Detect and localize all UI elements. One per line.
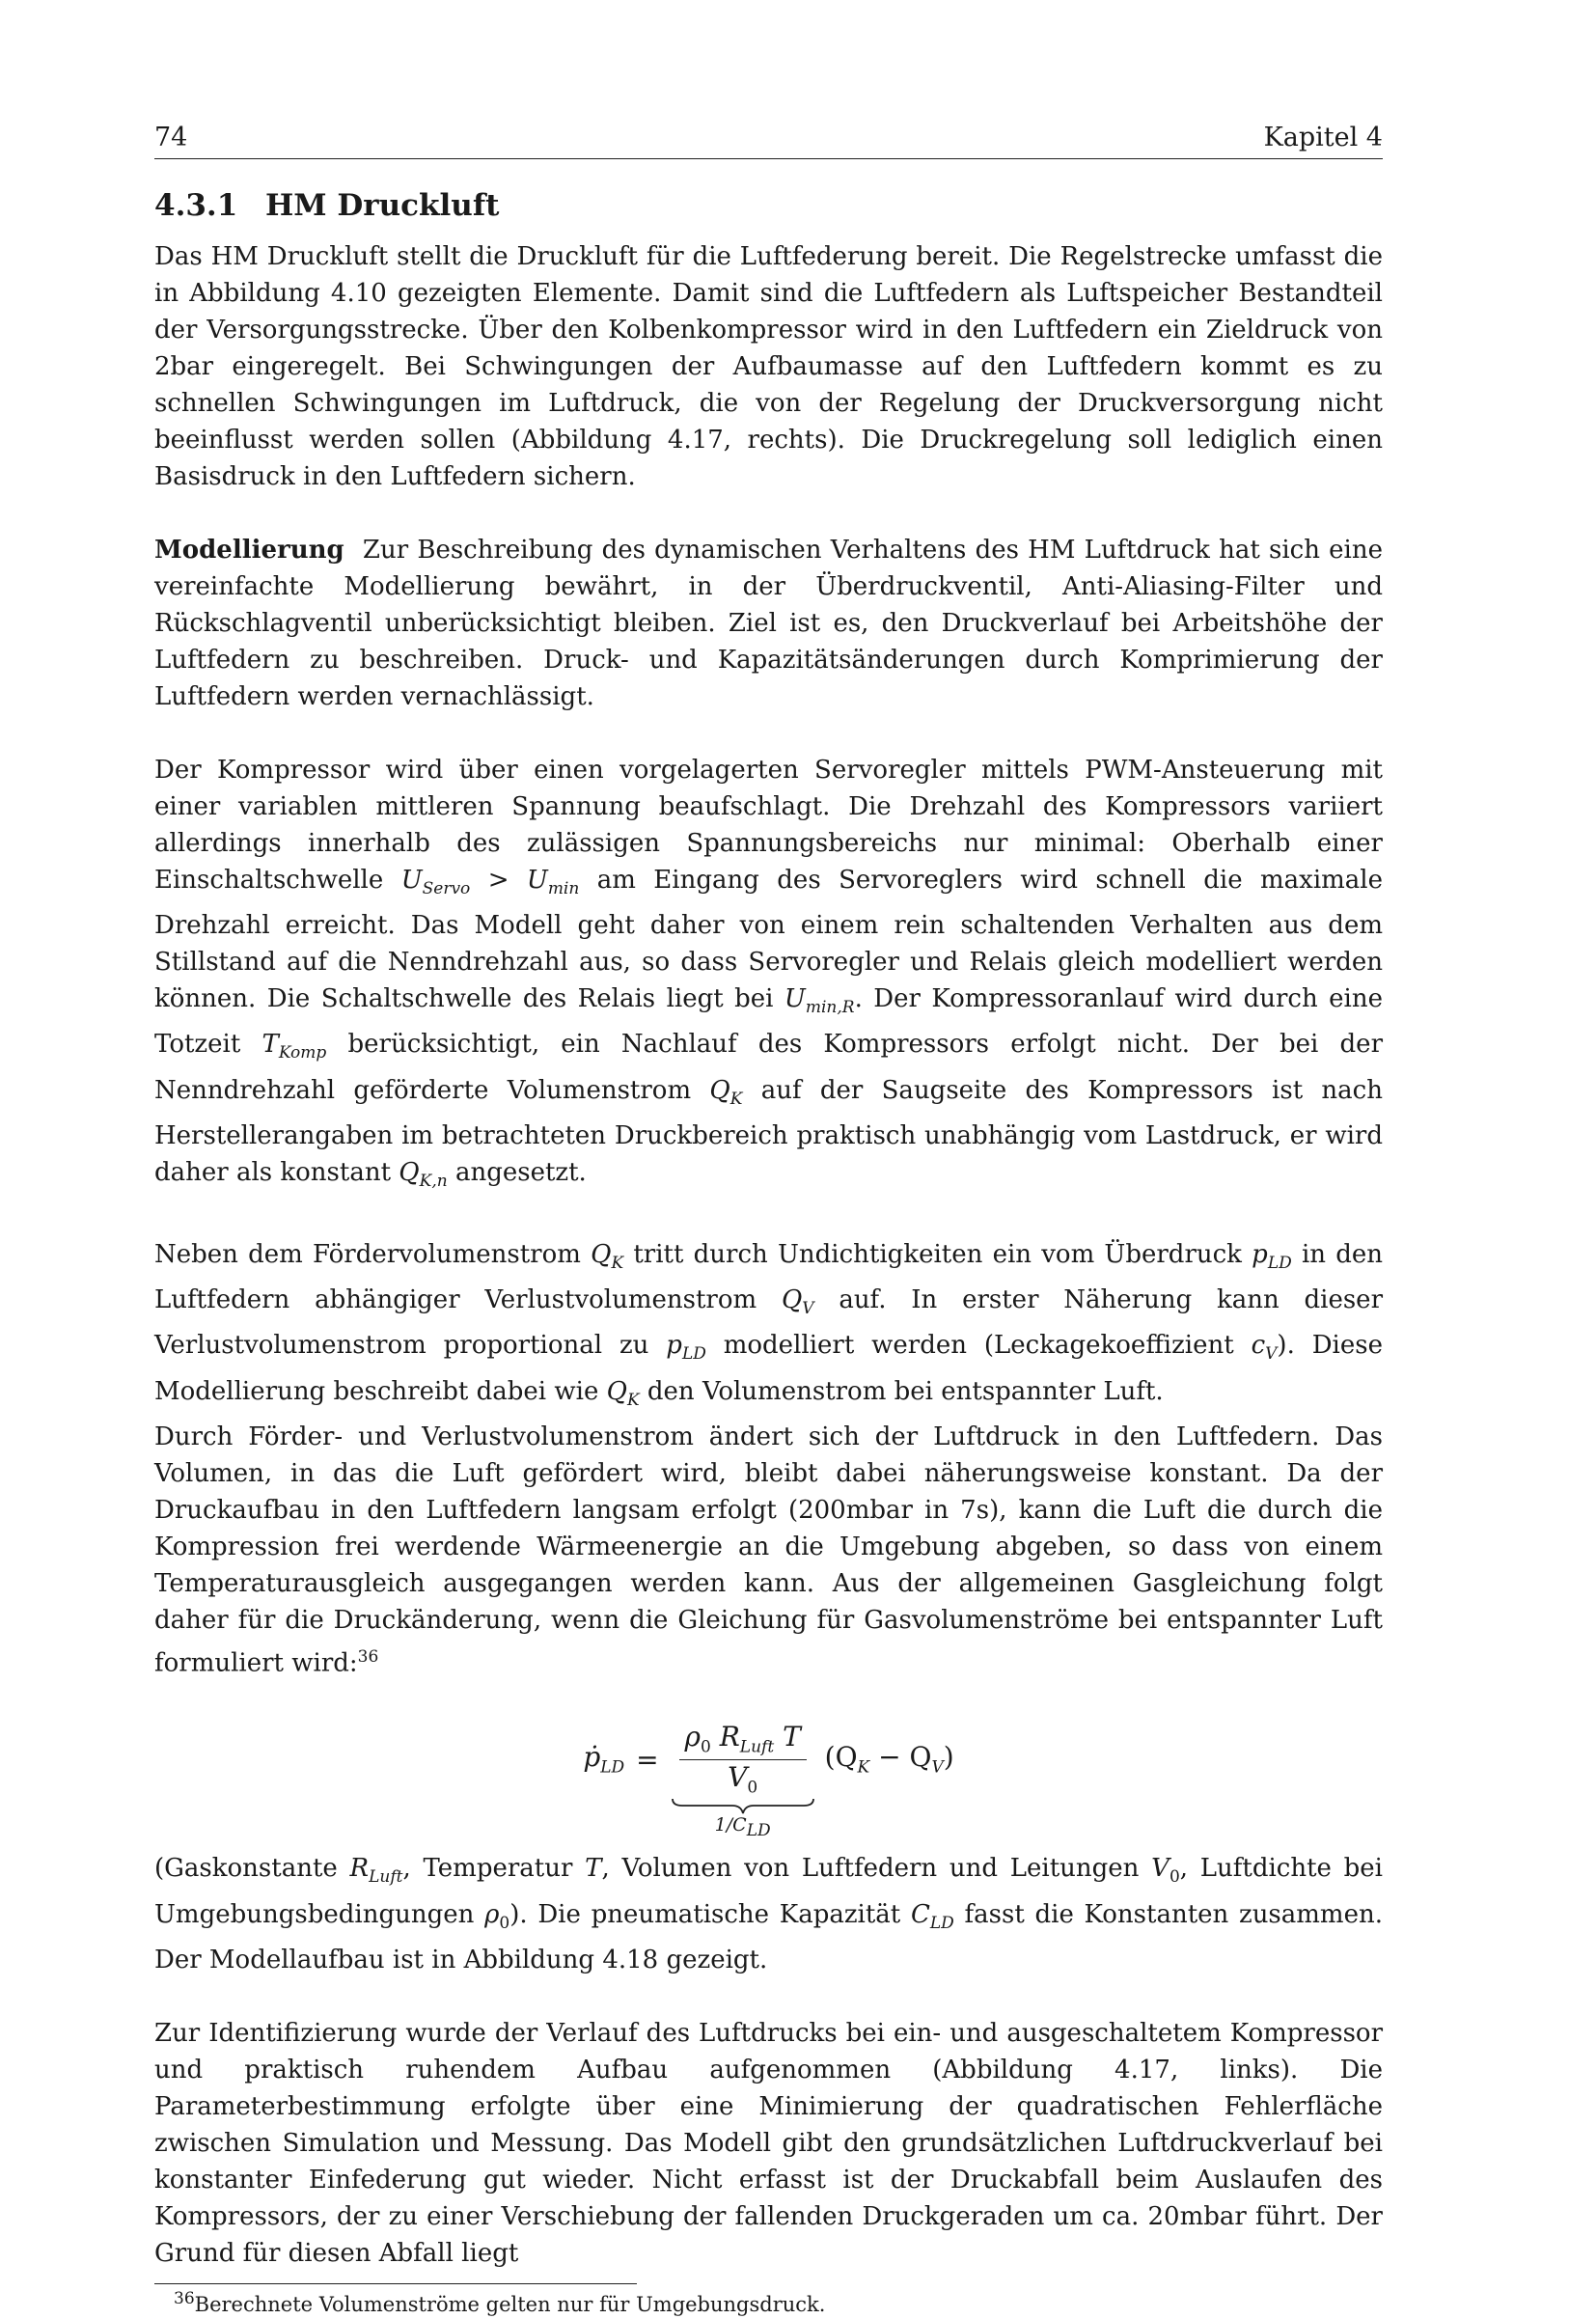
paragraph-gaskonstante: (Gaskonstante $R_{Luft}$, Temperatur T, Volumen von Luftfedern und Leitungen $V_0$, Luftdichte bei Umgebungsbedingungen $\rho_0$). Die pneumatische Kapazität $C_{LD}$ fasst die Konstanten zusammen. Der Modellaufbau ist in Abbildung 4.18 gezeigt. bbox=[154, 1854, 1383, 1974]
section-number: 4.3.1 bbox=[154, 188, 238, 223]
paragraph-druckaenderung: Durch Förder- und Verlustvolumenstrom ändert sich der Luftdruck in den Luftfedern. Das Volumen, in das die Luft gefördert wird, bleibt dabei näherungsweise konstant. Da der Druckaufbau in den Luftfedern langsam erfolgt (200mbar in 7s), kann die Luft die durch die Kompression frei werdende Wärmeenergie an die Umgebung abgeben, so dass von einem Temperaturausgleich ausgegangen werden kann. Aus der allgemeinen Gasgleichung folgt daher für die Druckänderung, wenn die Gleichung für Gasvolumenströme bei entspannter Luft formuliert wird:$^{36}$ bbox=[154, 1422, 1383, 1678]
footnote-ref[interactable]: 36 bbox=[357, 1646, 379, 1667]
footnote bbox=[154, 2284, 1383, 2319]
chapter-label: Kapitel 4 bbox=[1263, 123, 1383, 152]
paragraph-verlust: Neben dem Fördervolumenstrom $Q_K$ tritt durch Undichtigkeiten ein vom Überdruck $p_{LD}$ in den Luftfedern abhängiger Verlustvolumenstrom $Q_V$ auf. In erster Näherung kann dieser Verlustvolumenstrom proportional zu $p_{LD}$ modelliert werden (Leckagekoeffizient $c_V$). Diese Modellierung beschreibt dabei wie $Q_K$ den Volumenstrom bei entspannter Luft. bbox=[154, 1239, 1383, 1410]
runin-heading: Modellierung bbox=[154, 536, 344, 565]
paragraph-modellierung: Modellierung Zur Beschreibung des dynamischen Verhaltens des HM Luftdruck hat sich eine vereinfachte Modellierung bewährt, in der Überdruckventil, Anti-Aliasing-Filter und Rückschlagventil unberücksichtigt bleiben. Ziel ist es, den Druckverlauf bei Arbeitshöhe der Luftfedern zu beschreiben. Druck- und Kapazitätsänderungen durch Komprimierung der Luftfedern werden vernachlässigt. bbox=[154, 536, 1383, 711]
paragraph-identifizierung: Zur Identifizierung wurde der Verlauf des Luftdrucks bei ein- und ausgeschaltetem Kompressor und praktisch ruhendem Aufbau aufgenommen (Abbildung 4.17, links). Die Parameterbestimmung erfolgte über eine Minimierung der quadratischen Fehlerfläche zwischen Simulation und Messung. Das Modell gibt den grundsätzlichen Luftdruckverlauf bei konstanter Einfederung gut wieder. Nicht erfasst ist der Druckabfall beim Auslaufen des Kompressors, der zu einer Verschiebung der fallenden Druckgeraden um ca. 20mbar führt. Der Grund für diesen Abfall liegt bbox=[154, 2018, 1383, 2268]
footnote-mark: 36 bbox=[174, 2288, 195, 2308]
paragraph-intro: Das HM Druckluft stellt die Druckluft für die Luftfederung bereit. Die Regelstrecke umfasst die in Abbildung 4.10 gezeigten Elemente. Damit sind die Luftfedern als Luftspeicher Bestandteil der Versorgungsstrecke. Über den Kolbenkompressor wird in den Luftfedern ein Zieldruck von 2bar eingeregelt. Bei Schwingungen der Aufbaumasse auf den Luftfedern kommt es zu schnellen Schwingungen im Luftdruck, die von der Regelung der Druckversorgung nicht beeinflusst werden sollen (Abbildung 4.17, rechts). Die Druckregelung soll lediglich einen Basisdruck in den Luftfedern sichern. bbox=[154, 242, 1383, 491]
paragraph-kompressor: Der Kompressor wird über einen vorgelagerten Servoregler mittels PWM-Ansteuerung mit einer variablen mittleren Spannung beaufschlagt. Die Drehzahl des Kompressors variiert allerdings innerhalb des zulässigen Spannungsbereichs nur minimal: Oberhalb einer Einschaltschwelle $U_{Servo} > U_{min}$ am Eingang des Servoreglers wird schnell die maximale Drehzahl erreicht. Das Modell geht daher von einem rein schaltenden Verhalten aus dem Stillstand auf die Nenndrehzahl aus, so dass Servoregler und Relais gleich modelliert werden können. Die Schaltschwelle des Relais liegt bei $U_{min,R}$. Der Kompressoranlauf wird durch eine Totzeit $T_{Komp}$ berücksichtigt, ein Nachlauf des Kompressors erfolgt nicht. Der bei der Nenndrehzahl geförderte Volumenstrom $Q_K$ auf der Saugseite des Kompressors ist nach Herstellerangaben im betrachteten Druckbereich praktisch unabhängig vom Lastdruck, er wird daher als konstant $Q_{K,n}$ angesetzt. bbox=[154, 756, 1384, 1191]
equation-pressure: ṗ$_{LD}$ = $\frac{\rho_0 R_{Luft} T}{V_0}$ $1/C_{LD}$ $(Q_K - Q_V)$ bbox=[583, 1721, 954, 1840]
page bbox=[154, 122, 1383, 2319]
equation-fraction: $\frac{\rho_0 R_{Luft} T}{V_0}$ bbox=[679, 1724, 807, 1796]
underbrace bbox=[671, 1797, 815, 1814]
section-title: HM Druckluft bbox=[265, 188, 500, 223]
page-number: 74 bbox=[154, 123, 188, 152]
running-header bbox=[154, 122, 1383, 159]
section-heading bbox=[154, 186, 1383, 225]
footnote-text: Berechnete Volumenströme gelten nur für Umgebungsdruck. bbox=[194, 2292, 826, 2316]
